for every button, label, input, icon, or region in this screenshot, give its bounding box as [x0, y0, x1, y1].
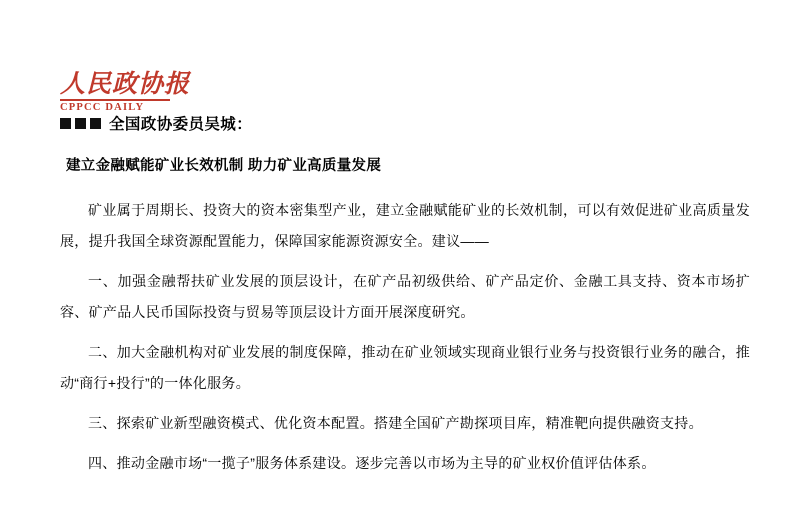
masthead: [60, 72, 260, 113]
paragraph: 一、加强金融帮扶矿业发展的顶层设计，在矿产品初级供给、矿产品定价、金融工具支持、资本市场扩容、矿产品人民币国际投资与贸易等顶层设计方面开展深度研究。: [60, 273, 750, 320]
square-marker-icon: [75, 118, 86, 129]
bullet-squares-icon: [60, 118, 101, 129]
paragraph: 三、探索矿业新型融资模式、优化资本配置。搭建全国矿产勘探项目库，精准靶向提供融资支持。: [88, 415, 703, 431]
article-body: [60, 112, 750, 488]
paragraph: 二、加大金融机构对矿业发展的制度保障，推动在矿业领域实现商业银行业务与投资银行业务的融合，推动“商行+投行”的一体化服务。: [60, 344, 750, 391]
paragraph: 矿业属于周期长、投资大的资本密集型产业，建立金融赋能矿业的长效机制，可以有效促进矿业高质量发展，提升我国全球资源配置能力，保障国家能源资源安全。建议——: [60, 202, 750, 249]
article-subhead: 建立金融赋能矿业长效机制 助力矿业高质量发展: [66, 158, 382, 174]
masthead-title: 人民政协报: [60, 71, 191, 98]
masthead-divider: [60, 99, 170, 101]
author-line: 全国政协委员吴城：: [109, 116, 253, 133]
square-marker-icon: [60, 118, 71, 129]
author-header: [60, 112, 750, 134]
masthead-subtitle: CPPCC DAILY: [60, 102, 145, 114]
square-marker-icon: [90, 118, 101, 129]
paragraph: 四、推动金融市场“一揽子”服务体系建设。逐步完善以市场为主导的矿业权价值评估体系。: [88, 455, 656, 471]
